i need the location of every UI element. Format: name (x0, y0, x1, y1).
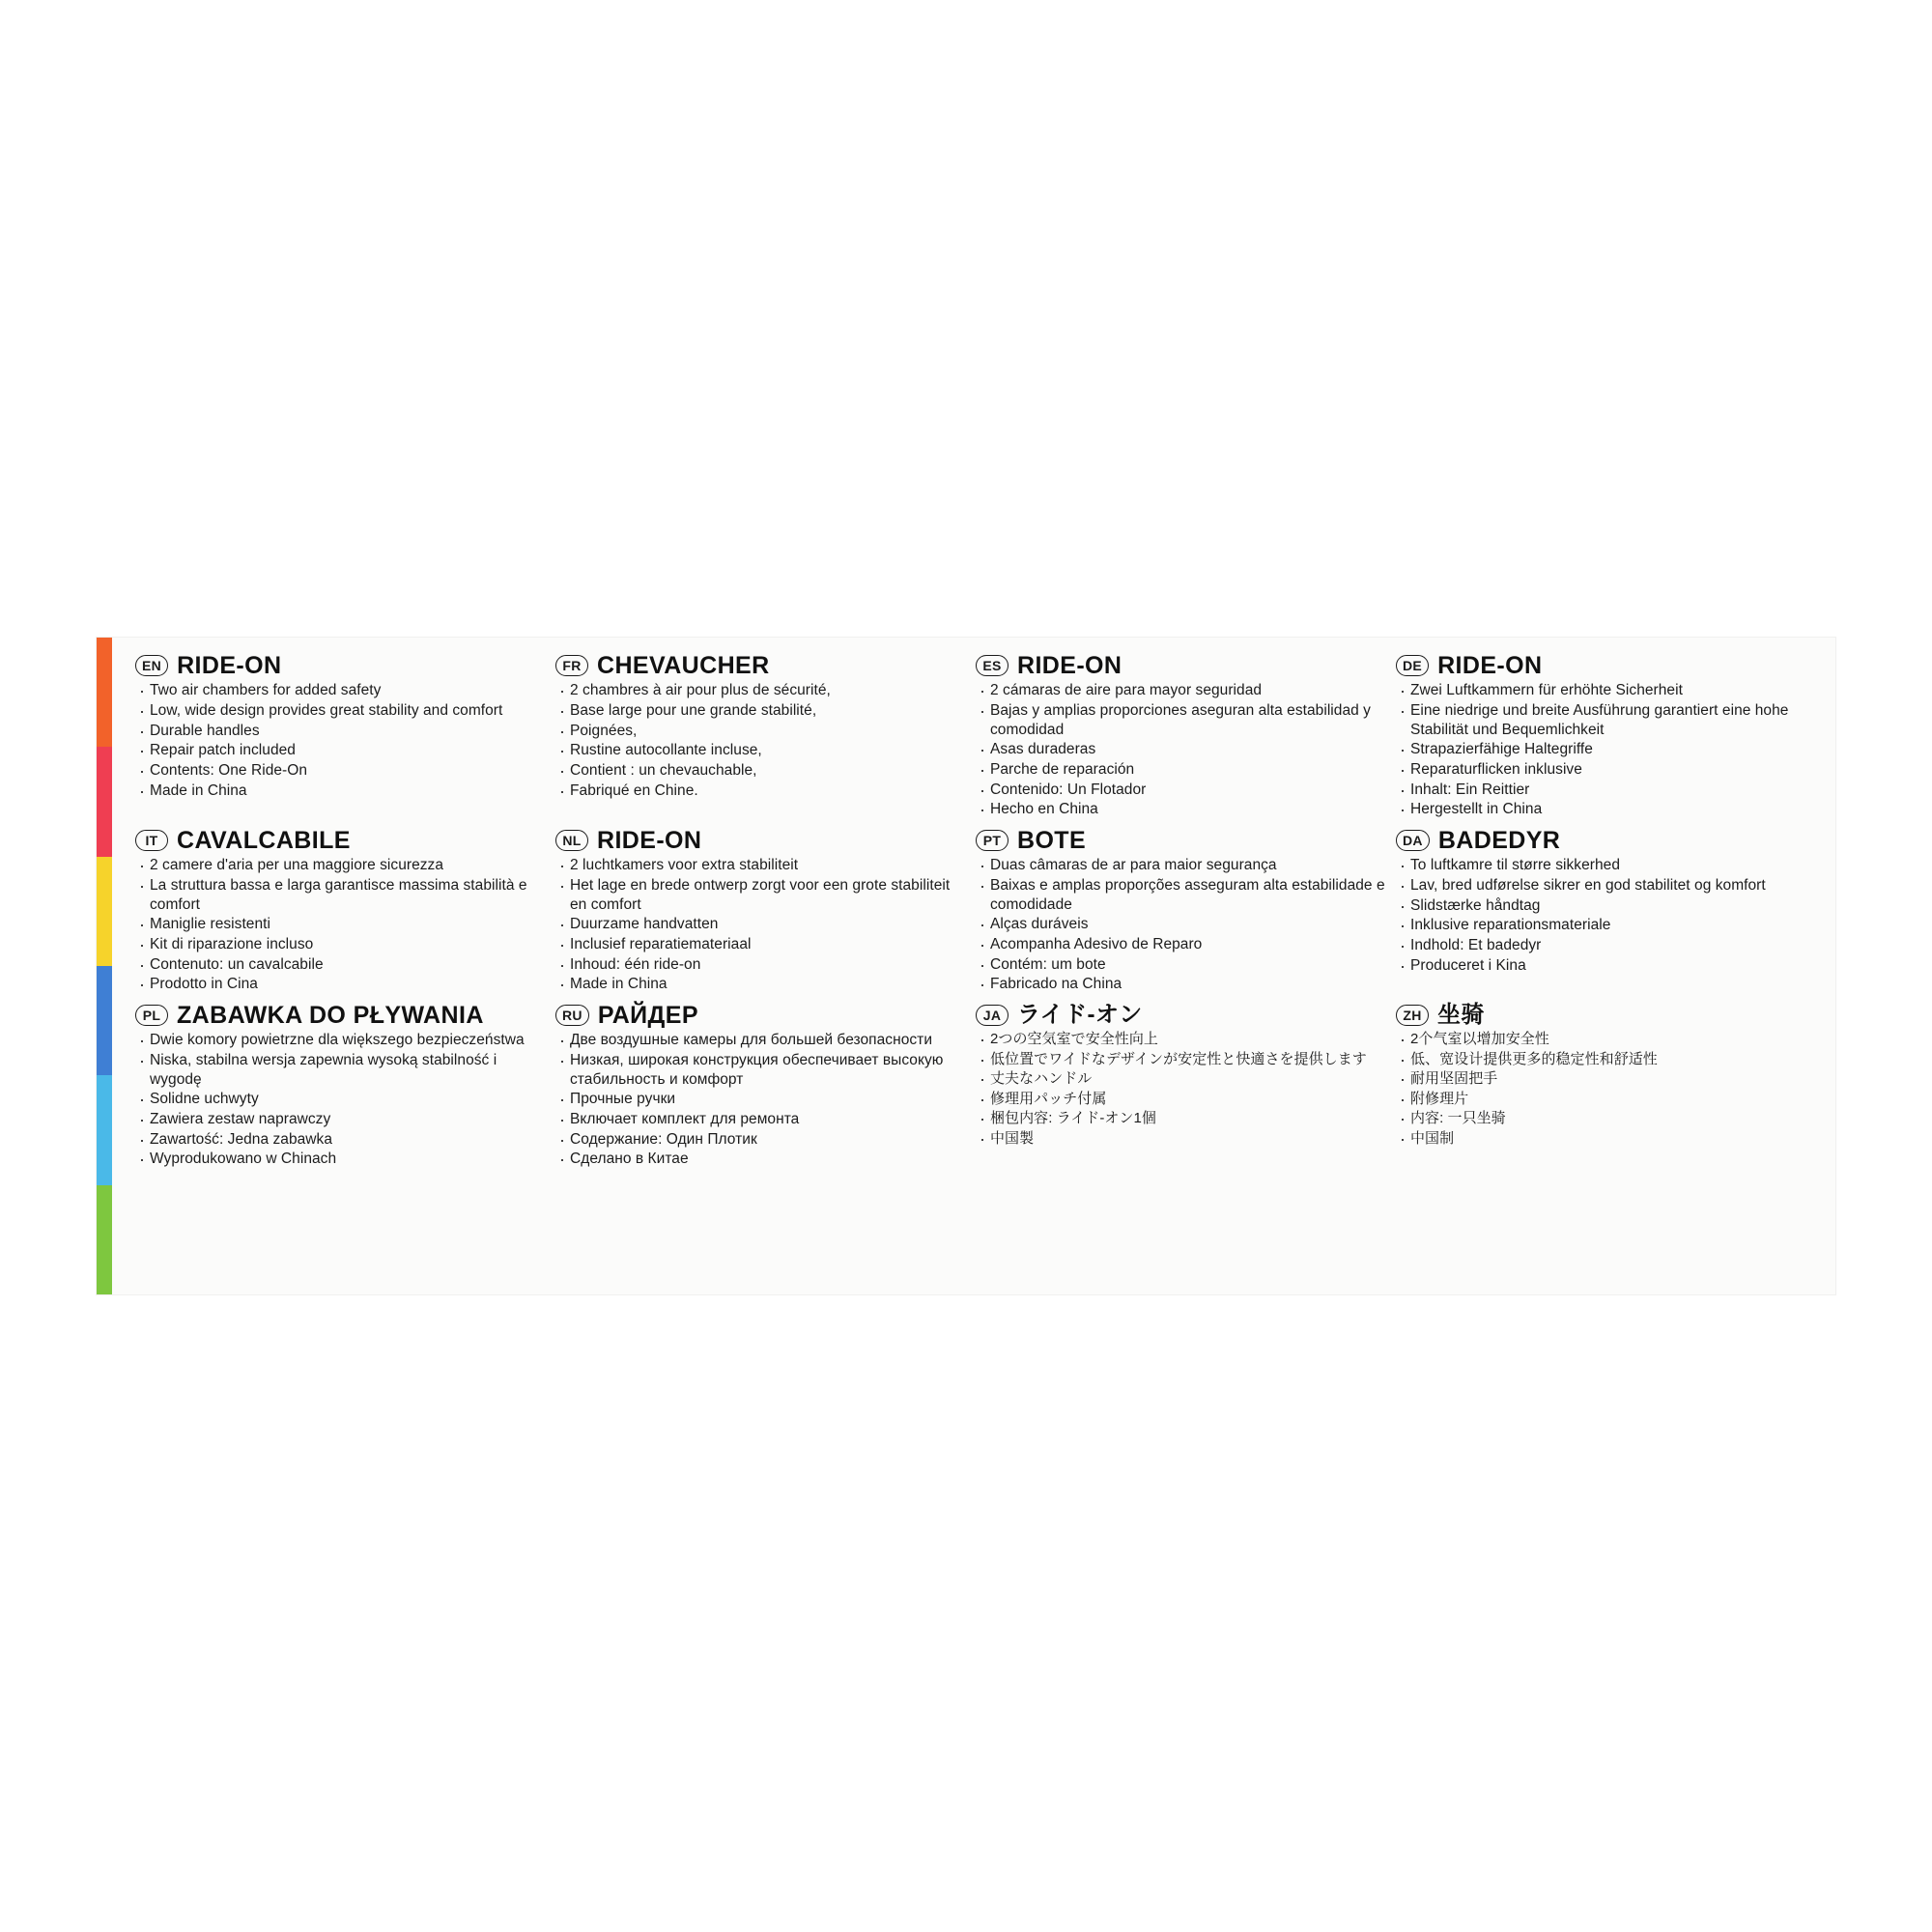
feature-item: · Strapazierfähige Haltegriffe (1398, 740, 1806, 759)
feature-item: · Contient : un chevauchable, (557, 761, 966, 781)
language-block-header (555, 1003, 966, 1028)
feature-item: · La struttura bassa e larga garantisce massima stabilità e comfort (137, 876, 546, 914)
color-stripe-2 (97, 747, 112, 856)
language-title-pt: BOTE (1017, 826, 1087, 854)
feature-item: · Hergestellt in China (1398, 800, 1806, 819)
feature-item: · Repair patch included (137, 741, 546, 760)
language-badge-zh: ZH (1396, 1005, 1429, 1026)
language-block-header (976, 653, 1386, 678)
color-stripe-3 (97, 857, 112, 966)
language-badge-en: EN (135, 655, 168, 676)
language-block-en (135, 653, 555, 820)
language-title-pl: ZABAWKA DO PŁYWANIA (177, 1001, 484, 1029)
language-block-fr (555, 653, 976, 820)
feature-item: · Prodotto in Cina (137, 975, 546, 994)
feature-item: · Содержание: Один Плотик (557, 1130, 966, 1150)
language-block-pt (976, 828, 1396, 995)
feature-item: · Asas duraderas (978, 740, 1386, 759)
feature-list-de (1396, 681, 1806, 819)
language-block-header (976, 828, 1386, 853)
feature-item: · Kit di riparazione incluso (137, 935, 546, 954)
feature-item: · Two air chambers for added safety (137, 681, 546, 700)
language-badge-pt: PT (976, 830, 1009, 851)
language-badge-pl: PL (135, 1005, 168, 1026)
language-block-grid (135, 653, 1816, 1170)
feature-item: · 低、宽设计提供更多的稳定性和舒适性 (1398, 1050, 1806, 1069)
feature-list-ja (976, 1030, 1386, 1148)
feature-item: · Прочные ручки (557, 1090, 966, 1109)
color-stripe-4 (97, 966, 112, 1075)
feature-item: · 2 cámaras de aire para mayor seguridad (978, 681, 1386, 700)
language-title-zh: 坐骑 (1437, 1001, 1485, 1028)
language-block-nl (555, 828, 976, 995)
feature-list-pt (976, 856, 1386, 994)
language-badge-nl: NL (555, 830, 588, 851)
feature-item: · Niska, stabilna wersja zapewnia wysoką stabilność i wygodę (137, 1051, 546, 1089)
language-block-header (1396, 828, 1806, 853)
language-block-header (976, 1003, 1386, 1027)
feature-item: · 修理用パッチ付属 (978, 1090, 1386, 1109)
feature-item: · Fabriqué en Chine. (557, 781, 966, 801)
feature-item: · Contenuto: un cavalcabile (137, 955, 546, 975)
feature-list-zh (1396, 1030, 1806, 1148)
color-stripe-6 (97, 1185, 112, 1294)
language-block-ja (976, 1003, 1396, 1170)
packaging-panel (97, 638, 1835, 1294)
feature-item: · Zwei Luftkammern für erhöhte Sicherheit (1398, 681, 1806, 700)
feature-item: · Reparaturflicken inklusive (1398, 760, 1806, 780)
feature-item: · Включает комплект для ремонта (557, 1110, 966, 1129)
feature-item: · To luftkamre til større sikkerhed (1398, 856, 1806, 875)
language-block-header (135, 653, 546, 678)
feature-item: · Contenido: Un Flotador (978, 781, 1386, 800)
language-title-ja: ライド-オン (1017, 1001, 1143, 1028)
feature-item: · Bajas y amplias proporciones aseguran alta estabilidad y comodidad (978, 701, 1386, 739)
feature-item: · 2 luchtkamers voor extra stabiliteit (557, 856, 966, 875)
language-title-ru: РАЙДЕР (597, 1001, 698, 1029)
feature-item: · Low, wide design provides great stability and comfort (137, 701, 546, 721)
feature-item: · 2 camere d'aria per una maggiore sicurezza (137, 856, 546, 875)
language-block-pl (135, 1003, 555, 1170)
language-block-es (976, 653, 1396, 820)
feature-item: · Inhalt: Ein Reittier (1398, 781, 1806, 800)
feature-item: · Maniglie resistenti (137, 915, 546, 934)
feature-list-it (135, 856, 546, 994)
feature-item: · 中国制 (1398, 1129, 1806, 1149)
feature-item: · Het lage en brede ontwerp zorgt voor een grote stabiliteit en comfort (557, 876, 966, 914)
feature-item: · Zawartość: Jedna zabawka (137, 1130, 546, 1150)
feature-item: · Сделано в Китае (557, 1150, 966, 1169)
feature-item: · Acompanha Adesivo de Reparo (978, 935, 1386, 954)
feature-item: · Baixas e amplas proporções asseguram alta estabilidade e comodidade (978, 876, 1386, 914)
language-title-it: CAVALCABILE (177, 826, 351, 854)
feature-item: · Made in China (557, 975, 966, 994)
language-block-da (1396, 828, 1816, 995)
feature-item: · Duas câmaras de ar para maior segurança (978, 856, 1386, 875)
feature-item: · 2つの空気室で安全性向上 (978, 1030, 1386, 1049)
feature-item: · Dwie komory powietrzne dla większego bezpieczeństwa (137, 1031, 546, 1050)
language-badge-fr: FR (555, 655, 588, 676)
feature-item: · Produceret i Kina (1398, 956, 1806, 976)
language-badge-it: IT (135, 830, 168, 851)
color-stripe-column (97, 638, 112, 1294)
feature-item: · Alças duráveis (978, 915, 1386, 934)
color-stripe-1 (97, 638, 112, 747)
feature-item: · Eine niedrige und breite Ausführung garantiert eine hohe Stabilität und Bequemlichkeit (1398, 701, 1806, 739)
feature-item: · 耐用坚固把手 (1398, 1069, 1806, 1089)
feature-item: · Inclusief reparatiemateriaal (557, 935, 966, 954)
language-title-de: RIDE-ON (1437, 652, 1543, 679)
language-block-header (1396, 1003, 1806, 1027)
feature-list-en (135, 681, 546, 800)
language-badge-es: ES (976, 655, 1009, 676)
language-title-da: BADEDYR (1437, 826, 1561, 854)
feature-item: · 梱包内容: ライド-オン1個 (978, 1109, 1386, 1128)
feature-item: · Rustine autocollante incluse, (557, 741, 966, 760)
feature-item: · Две воздушные камеры для большей безопасности (557, 1031, 966, 1050)
feature-item: · Solidne uchwyty (137, 1090, 546, 1109)
feature-item: · 丈夫なハンドル (978, 1069, 1386, 1089)
feature-item: · Inklusive reparationsmateriale (1398, 916, 1806, 935)
language-block-de (1396, 653, 1816, 820)
feature-item: · 2个气室以增加安全性 (1398, 1030, 1806, 1049)
feature-list-fr (555, 681, 966, 800)
feature-item: · Durable handles (137, 722, 546, 741)
feature-list-pl (135, 1031, 546, 1169)
feature-item: · Zawiera zestaw naprawczy (137, 1110, 546, 1129)
language-badge-da: DA (1396, 830, 1430, 851)
feature-item: · Fabricado na China (978, 975, 1386, 994)
language-block-zh (1396, 1003, 1816, 1170)
feature-item: · Inhoud: één ride-on (557, 955, 966, 975)
language-block-it (135, 828, 555, 995)
language-block-header (555, 828, 966, 853)
feature-item: · 中国製 (978, 1129, 1386, 1149)
language-block-ru (555, 1003, 976, 1170)
feature-item: · Slidstærke håndtag (1398, 896, 1806, 916)
language-badge-de: DE (1396, 655, 1429, 676)
feature-item: · Made in China (137, 781, 546, 801)
feature-list-nl (555, 856, 966, 994)
feature-item: · Indhold: Et badedyr (1398, 936, 1806, 955)
feature-item: · Contents: One Ride-On (137, 761, 546, 781)
language-title-fr: CHEVAUCHER (597, 652, 770, 679)
feature-item: · Poignées, (557, 722, 966, 741)
language-badge-ru: RU (555, 1005, 589, 1026)
feature-item: · Parche de reparación (978, 760, 1386, 780)
feature-item: · Duurzame handvatten (557, 915, 966, 934)
language-title-nl: RIDE-ON (597, 826, 702, 854)
language-block-header (555, 653, 966, 678)
feature-item: · Hecho en China (978, 800, 1386, 819)
color-stripe-5 (97, 1075, 112, 1184)
feature-item: · Низкая, широкая конструкция обеспечивает высокую стабильность и комфорт (557, 1051, 966, 1089)
language-badge-ja: JA (976, 1005, 1009, 1026)
language-block-header (1396, 653, 1806, 678)
feature-item: · 附修理片 (1398, 1090, 1806, 1109)
feature-item: · 内容: 一只坐骑 (1398, 1109, 1806, 1128)
language-title-es: RIDE-ON (1017, 652, 1122, 679)
feature-item: · 2 chambres à air pour plus de sécurité, (557, 681, 966, 700)
feature-item: · Wyprodukowano w Chinach (137, 1150, 546, 1169)
feature-list-da (1396, 856, 1806, 975)
language-block-header (135, 828, 546, 853)
feature-item: · Base large pour une grande stabilité, (557, 701, 966, 721)
feature-item: · Lav, bred udførelse sikrer en god stabilitet og komfort (1398, 876, 1806, 895)
feature-list-es (976, 681, 1386, 819)
feature-list-ru (555, 1031, 966, 1169)
feature-item: · Contém: um bote (978, 955, 1386, 975)
feature-item: · 低位置でワイドなデザインが安定性と快適さを提供します (978, 1050, 1386, 1069)
language-block-header (135, 1003, 546, 1028)
language-title-en: RIDE-ON (177, 652, 282, 679)
